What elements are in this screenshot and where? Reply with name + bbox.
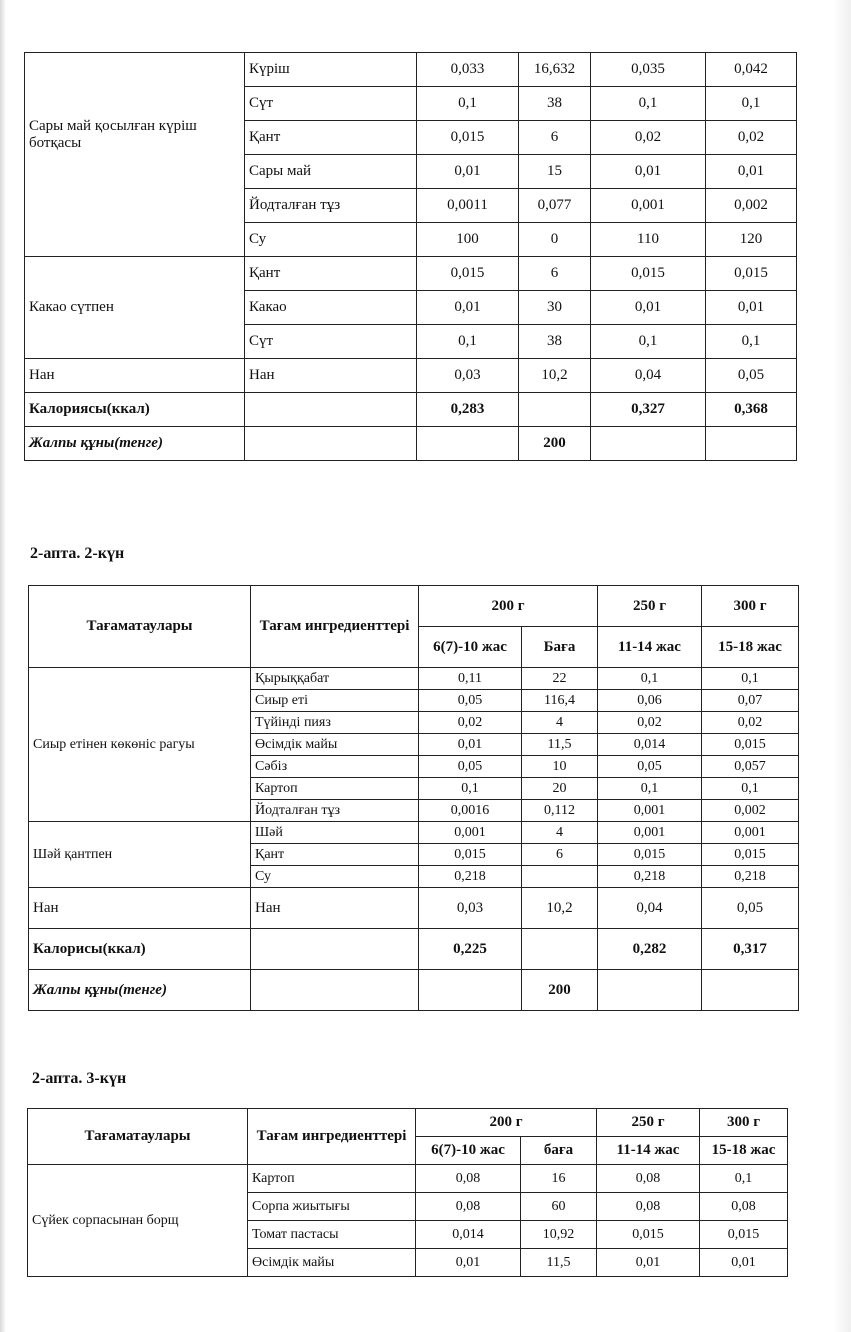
price: 11,5 <box>522 734 598 756</box>
qty-15-18: 0,015 <box>702 734 799 756</box>
ingredient: Какао <box>245 291 417 325</box>
price: 16,632 <box>519 53 591 87</box>
qty-15-18: 0,015 <box>700 1221 788 1249</box>
qty-6-10: 0,01 <box>417 155 519 189</box>
empty-cell <box>519 393 591 427</box>
qty-11-14: 0,08 <box>597 1193 700 1221</box>
qty-15-18: 0,042 <box>706 53 797 87</box>
header-dishes: Тағаматаулары <box>28 1109 248 1165</box>
table-row <box>28 1165 788 1193</box>
qty-11-14: 0,1 <box>591 87 706 121</box>
qty-15-18: 0,08 <box>700 1193 788 1221</box>
total-label: Жалпы құны(тенге) <box>25 427 245 461</box>
ingredient: Қырыққабат <box>251 668 419 690</box>
qty-11-14: 0,05 <box>598 756 702 778</box>
qty-11-14: 0,001 <box>598 800 702 822</box>
empty-cell <box>245 427 417 461</box>
qty-6-10: 0,1 <box>417 325 519 359</box>
qty-15-18: 0,01 <box>700 1249 788 1277</box>
price: 15 <box>519 155 591 189</box>
qty-11-14: 0,014 <box>598 734 702 756</box>
ingredient: Су <box>251 866 419 888</box>
calories-6-10: 0,225 <box>419 929 522 970</box>
qty-15-18: 0,218 <box>702 866 799 888</box>
qty-6-10: 0,015 <box>417 257 519 291</box>
dish-name: Какао сүтпен <box>25 257 245 359</box>
qty-6-10: 0,01 <box>419 734 522 756</box>
qty-11-14: 0,04 <box>598 888 702 929</box>
header-row <box>29 586 799 627</box>
price: 10,2 <box>522 888 598 929</box>
ingredient: Сары май <box>245 155 417 189</box>
qty-15-18: 0,07 <box>702 690 799 712</box>
ingredient: Су <box>245 223 417 257</box>
price: 22 <box>522 668 598 690</box>
header-age-11-14: 11-14 жас <box>597 1137 700 1165</box>
header-age-15-18: 15-18 жас <box>700 1137 788 1165</box>
dish-name: Нан <box>25 359 245 393</box>
section-heading-week2-day2: 2-апта. 2-күн <box>30 545 125 562</box>
ingredient: Картоп <box>251 778 419 800</box>
calories-15-18: 0,368 <box>706 393 797 427</box>
qty-11-14: 0,015 <box>597 1221 700 1249</box>
qty-11-14: 0,1 <box>598 778 702 800</box>
ingredient: Йодталған тұз <box>251 800 419 822</box>
price: 60 <box>521 1193 597 1221</box>
qty-6-10: 0,03 <box>419 888 522 929</box>
qty-15-18: 0,002 <box>702 800 799 822</box>
empty-cell <box>598 970 702 1011</box>
price: 6 <box>522 844 598 866</box>
header-portion-250: 250 г <box>598 586 702 627</box>
table-row <box>25 359 797 393</box>
calories-6-10: 0,283 <box>417 393 519 427</box>
price: 116,4 <box>522 690 598 712</box>
qty-11-14: 0,02 <box>591 121 706 155</box>
page-right-shadow <box>833 0 851 1332</box>
menu-table-day1 <box>24 52 797 461</box>
qty-11-14: 0,06 <box>598 690 702 712</box>
empty-cell <box>251 970 419 1011</box>
empty-cell <box>419 970 522 1011</box>
header-price: баға <box>521 1137 597 1165</box>
qty-15-18: 0,01 <box>706 155 797 189</box>
table-row <box>29 668 799 690</box>
price: 16 <box>521 1165 597 1193</box>
header-price: Баға <box>522 627 598 668</box>
ingredient: Қант <box>245 121 417 155</box>
header-ingredients: Тағам ингредиенттері <box>248 1109 416 1165</box>
qty-6-10: 0,0011 <box>417 189 519 223</box>
price: 38 <box>519 325 591 359</box>
qty-6-10: 0,05 <box>419 756 522 778</box>
header-dishes: Тағаматаулары <box>29 586 251 668</box>
header-age-15-18: 15-18 жас <box>702 627 799 668</box>
qty-15-18: 0,057 <box>702 756 799 778</box>
price: 10 <box>522 756 598 778</box>
price: 4 <box>522 822 598 844</box>
menu-table-week2-day3 <box>27 1108 788 1277</box>
header-portion-300: 300 г <box>700 1109 788 1137</box>
calories-label: Калорисы(ккал) <box>29 929 251 970</box>
total-price: 200 <box>522 970 598 1011</box>
ingredient: Түйінді пияз <box>251 712 419 734</box>
qty-15-18: 0,001 <box>702 822 799 844</box>
price: 6 <box>519 257 591 291</box>
price: 0,077 <box>519 189 591 223</box>
dish-name: Сары май қосылған күріш ботқасы <box>25 53 245 257</box>
qty-6-10: 0,015 <box>419 844 522 866</box>
qty-11-14: 0,218 <box>598 866 702 888</box>
table-row <box>29 822 799 844</box>
qty-15-18: 120 <box>706 223 797 257</box>
price: 11,5 <box>521 1249 597 1277</box>
qty-11-14: 0,035 <box>591 53 706 87</box>
price: 30 <box>519 291 591 325</box>
ingredient: Картоп <box>248 1165 416 1193</box>
calories-row <box>25 393 797 427</box>
qty-6-10: 0,015 <box>417 121 519 155</box>
dish-name: Сүйек сорпасынан борщ <box>28 1165 248 1277</box>
ingredient: Күріш <box>245 53 417 87</box>
calories-11-14: 0,327 <box>591 393 706 427</box>
calories-row <box>29 929 799 970</box>
ingredient: Сорпа жиытығы <box>248 1193 416 1221</box>
qty-6-10: 0,08 <box>416 1193 521 1221</box>
ingredient: Сүт <box>245 325 417 359</box>
empty-cell <box>591 427 706 461</box>
ingredient: Сәбіз <box>251 756 419 778</box>
qty-11-14: 0,1 <box>598 668 702 690</box>
qty-6-10: 0,1 <box>419 778 522 800</box>
total-row <box>25 427 797 461</box>
header-portion-200: 200 г <box>416 1109 597 1137</box>
price: 4 <box>522 712 598 734</box>
qty-15-18: 0,1 <box>706 87 797 121</box>
qty-6-10: 0,01 <box>417 291 519 325</box>
empty-cell <box>522 929 598 970</box>
total-price: 200 <box>519 427 591 461</box>
qty-6-10: 0,08 <box>416 1165 521 1193</box>
ingredient: Сиыр еті <box>251 690 419 712</box>
qty-11-14: 0,02 <box>598 712 702 734</box>
total-row <box>29 970 799 1011</box>
qty-6-10: 0,001 <box>419 822 522 844</box>
header-ingredients: Тағам ингредиенттері <box>251 586 419 668</box>
qty-15-18: 0,002 <box>706 189 797 223</box>
qty-15-18: 0,05 <box>706 359 797 393</box>
qty-6-10: 0,218 <box>419 866 522 888</box>
header-portion-250: 250 г <box>597 1109 700 1137</box>
ingredient: Шәй <box>251 822 419 844</box>
qty-11-14: 0,1 <box>591 325 706 359</box>
empty-cell <box>702 970 799 1011</box>
dish-name: Сиыр етінен көкөніс рагуы <box>29 668 251 822</box>
calories-11-14: 0,282 <box>598 929 702 970</box>
dish-name: Шәй қантпен <box>29 822 251 888</box>
empty-cell <box>245 393 417 427</box>
qty-15-18: 0,1 <box>702 778 799 800</box>
price: 20 <box>522 778 598 800</box>
page-left-shadow <box>0 0 6 1332</box>
qty-15-18: 0,02 <box>706 121 797 155</box>
qty-15-18: 0,015 <box>706 257 797 291</box>
qty-6-10: 0,033 <box>417 53 519 87</box>
table-row <box>25 53 797 87</box>
qty-15-18: 0,02 <box>702 712 799 734</box>
qty-6-10: 0,014 <box>416 1221 521 1249</box>
qty-11-14: 0,001 <box>598 822 702 844</box>
price: 38 <box>519 87 591 121</box>
qty-15-18: 0,1 <box>706 325 797 359</box>
table-row <box>25 257 797 291</box>
ingredient: Томат пастасы <box>248 1221 416 1249</box>
qty-11-14: 0,08 <box>597 1165 700 1193</box>
ingredient: Йодталған тұз <box>245 189 417 223</box>
ingredient: Қант <box>245 257 417 291</box>
header-portion-200: 200 г <box>419 586 598 627</box>
qty-11-14: 0,04 <box>591 359 706 393</box>
price: 0 <box>519 223 591 257</box>
table-row <box>29 888 799 929</box>
section-heading-week2-day3: 2-апта. 3-күн <box>32 1070 127 1087</box>
price: 6 <box>519 121 591 155</box>
qty-11-14: 0,015 <box>591 257 706 291</box>
qty-15-18: 0,1 <box>700 1165 788 1193</box>
header-row <box>28 1109 788 1137</box>
dish-name: Нан <box>29 888 251 929</box>
header-portion-300: 300 г <box>702 586 799 627</box>
empty-cell <box>251 929 419 970</box>
qty-11-14: 0,01 <box>591 291 706 325</box>
qty-15-18: 0,05 <box>702 888 799 929</box>
price: 10,2 <box>519 359 591 393</box>
qty-11-14: 0,015 <box>598 844 702 866</box>
calories-label: Калориясы(ккал) <box>25 393 245 427</box>
empty-cell <box>417 427 519 461</box>
qty-6-10: 0,1 <box>417 87 519 121</box>
menu-table-week2-day2 <box>28 585 799 1011</box>
qty-6-10: 0,01 <box>416 1249 521 1277</box>
qty-6-10: 0,05 <box>419 690 522 712</box>
qty-15-18: 0,01 <box>706 291 797 325</box>
header-age-6-10: 6(7)-10 жас <box>416 1137 521 1165</box>
calories-15-18: 0,317 <box>702 929 799 970</box>
header-age-11-14: 11-14 жас <box>598 627 702 668</box>
price <box>522 866 598 888</box>
ingredient: Өсімдік майы <box>251 734 419 756</box>
qty-6-10: 100 <box>417 223 519 257</box>
qty-15-18: 0,1 <box>702 668 799 690</box>
ingredient: Нан <box>251 888 419 929</box>
qty-6-10: 0,0016 <box>419 800 522 822</box>
ingredient: Нан <box>245 359 417 393</box>
total-label: Жалпы құны(тенге) <box>29 970 251 1011</box>
qty-6-10: 0,11 <box>419 668 522 690</box>
price: 10,92 <box>521 1221 597 1249</box>
qty-6-10: 0,03 <box>417 359 519 393</box>
empty-cell <box>706 427 797 461</box>
qty-11-14: 0,001 <box>591 189 706 223</box>
ingredient: Сүт <box>245 87 417 121</box>
qty-11-14: 0,01 <box>591 155 706 189</box>
ingredient: Қант <box>251 844 419 866</box>
qty-6-10: 0,02 <box>419 712 522 734</box>
ingredient: Өсімдік майы <box>248 1249 416 1277</box>
header-age-6-10: 6(7)-10 жас <box>419 627 522 668</box>
qty-15-18: 0,015 <box>702 844 799 866</box>
qty-11-14: 110 <box>591 223 706 257</box>
price: 0,112 <box>522 800 598 822</box>
qty-11-14: 0,01 <box>597 1249 700 1277</box>
